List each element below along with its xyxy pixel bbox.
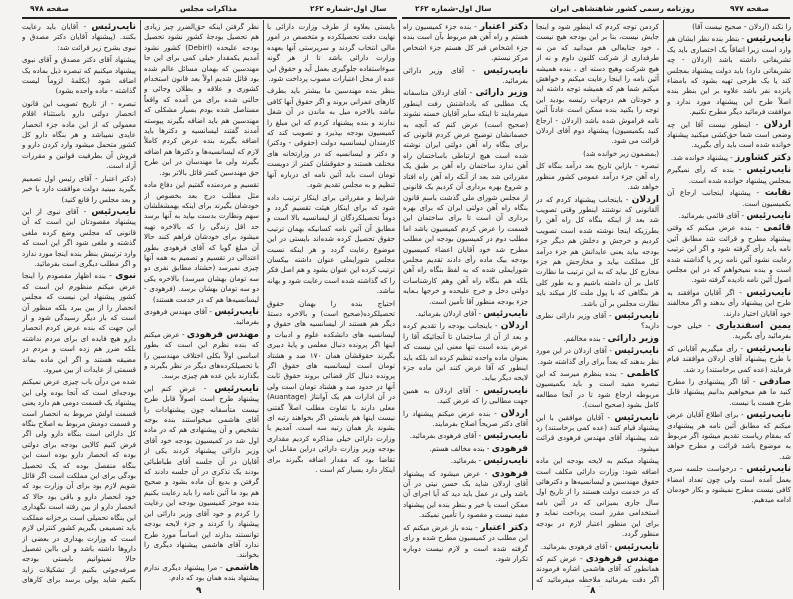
paragraph-text: باینجانب پیشنهاد کردم که در آلقانونی که نوشتند اینطور وقتی تصویب شد بعد از اینکه بنگاه کل راه آهن را بطرزیکه اینجا نوشته شده است تصویب کردیم و خرجش و دخلش هم دیگر جزء بودجه بیاید یعنی عایداتش هم جزء درآمد کل مملکت بیاید و مخارجش هم جزء مخارج کل بیاید که به این ترتیب ما نظارت کامل بر آن داشته باشیم و به طور کلی هر بنگاهی که با پول ملت کار میکند باید نظارت مجلس بر آن باشد.	[536, 194, 659, 308]
paragraph-text: بنظر بنده نظر ایشان هم وارد است زیرا اتفاقاً یک اختصاری باید یک تشریفاتی داشته باشد (اردلان - چه تشریفاتی دارد) باید دولت پیشنهاد بمجلس کند یا یک طرحی تهیه بشود که بامضاء پانزده نفر باشد علاوه بر این بنظر بنده اصلاً طرح این پیشنهاد مورد ندارد و موافقت فرمائید دیگر مطرح نکنیم.	[667, 34, 791, 117]
paragraph-text: پیشنهاد میکنم به لایحه بودجه این ماده اضافه شود: وزارت دارائی مکلف است حقوق مهندسین و لیسانسیه‌ها و دکترهائی که در خدمت دولت هستند را از تاریخ اول سال جاری بمیزانی که در آئین نامه استخدامی مقرر است پرداخت نماید و برای این منظور اعتبار لازم در بودجه منظور گردد.	[536, 456, 659, 539]
column-divider	[532, 20, 533, 590]
paragraph: نایب‌رئیس - آقای وزیر دارائی بفرمائید.	[403, 65, 528, 86]
speaker-name: اردلان	[500, 408, 528, 419]
paragraph: فرهودی - بنده مخالف هستم.	[429, 443, 528, 454]
speaker-name: مهندس فرهودی	[186, 329, 259, 340]
left-page-column-1	[267, 22, 395, 587]
left-issue-label: سال اول-شماره ۲۶۲	[310, 4, 387, 13]
paragraph: نایب‌رئیس - عرض کنم این پیشنهاد طرح است اصولاً قابل طرح نیست متأسفانه چون پیشنهادات را آقای هاشمی میخواستند بنده بوجه تشخیص و آن پیشنهادی هم که در ماده اول شد در کمیسیون بودجه خود آقای وزیر دارائی پیشنهاد کردند یکی از آقایان در آن جلسه آقای طباطبائی بودند یک تذکری در آن جلسه دادند که گرفتن و بدیع آن ماده بشود و صحیح هم بود ما آئین نامه را باید رعایت بکنیم بنده موجز کمیسیون بودجه این رعایت را کردم و خود آقای وزیر دارائی این پیشنهاد را کردند و جزء لایحه بودجه توانستند بدارند این اساساً مورد طرح ندارد آقای هاشمی پیشنهاد دیگری را بخوانند.	[144, 383, 259, 560]
paragraph-text: بنده که رأی نمیگیرم بمجلس پیشنهاد خوانده شده است.	[667, 165, 791, 185]
paragraph-text: آقای فرهودی بفرمائید.	[409, 431, 477, 441]
speaker-name: نایب‌رئیس	[746, 410, 791, 421]
paragraph-text: بنده مخالفم.	[563, 333, 601, 343]
paragraph-text: خیلی خوب بفرمائید رأی بگیرید.	[667, 320, 791, 341]
paragraph-text: آقای اردلان بفرمائید.	[415, 308, 477, 318]
speaker-name: نایب‌رئیس	[746, 287, 791, 298]
paragraph	[267, 22, 395, 84]
paragraph-text: کردمن توجه کردم که اینطور شود و اینجا جایش نیست، بنا بر این بودجه هیچ نیست ، خود جنابعالی هم میدانید که من نه طرفداری از شرکت کلنون داوم و نه از هیچ شرکت وهیچ دسته ای ، بنده همیشه آئین نامه را اینجا رعایت میکنم و خواهش میکنم شما هم که همیشه توجه داشته اید و خودتان هم درجهات رئیسه بودید این توجه را بکنید بنده ممکن است عادتاً آئین نامه فراموش شده باشد (اردلان - ارجاع کنید بکمیسیون) پیشنهاد دوم آقای اردلان قرائت می شود.	[536, 22, 659, 146]
paragraph-text: اگر آقایان موافقند به طرح این پیشنهاد رأی بدهند و اگر مخالفند خود آقایان اختیار دارند.	[667, 287, 791, 318]
speaker-name: نایب‌رئیس	[746, 34, 791, 45]
paragraph-text: آقای قائمی بفرمائید.	[678, 210, 740, 220]
paragraph	[22, 174, 136, 205]
paragraph: وزیر دارائی - آقای اردلان متاسفانه یک مطلبی که یادداشتش رفت اینطور میفرمایند تا اینکه سایر آقایان خسته نشوند (صحیح است) عرض کنم که آنچه به خصمانشان توضیح عرض کردم قانونی که برای بنگاه راه آهن دولتی ایران نوشته شده است هیچ ارتباطی باساختمان راه آهن ندارد ساختمان راه آهن بر طبق یک مقرراتی شد بعد از آنکه راه آهن راه افتاد و شروع بهره برداری آن کردیم یک قانونی از مجلس شورای ملی گذشت باسم قانون بنگاه راه آهن دولتی ایران که برای بهره برداری آن است تا برای ساختمان این قسمت را عرض کردم کمیسیون باشد اما مطلب دوم در کمیسیون بودجه این مطلب مطرح شد خود آقایان اعضاء کمیسیون بودجه بیک ماده رأی دادند تقدیم مجلس شورایملی شده که به لفظ بنگاه راه آهن بلکه هم بنگاه راه آهن وهم کارشناسات دولتی دخل و خرج علیحده و خرجها بـعایه جزء بودجه منظور آقا تأمین است.	[403, 88, 528, 306]
speaker-name: نایب‌رئیس	[746, 165, 791, 176]
paragraph: اردلان - اینطور نیست آقا این چه وضعی است شما حق‌کشی میکنید پیشنهاد خوانده شده است باید رأی بگیرید.	[667, 119, 791, 150]
paragraph: نایب‌رئیس - آقای اردلان در این مورد نظر بدهند که بعداً برای رأی گذاشته شود.	[536, 346, 659, 366]
paragraph-text: عرض میشود که پیشنهاد آقای اردلان شاید یک حسن نیتی در آن باشد ولی در عمل باید دید که آیا اجرای آن ممکن است یا خیر و بنظر بنده این پیشنهاد مفید نیست و مقصود را تأمین نمیکند.	[403, 468, 528, 520]
paragraph: اردلان - بنده عرض میکنم پیشنهاد را آقای دکتر صریحاً اصلاح بفرمایند.	[403, 408, 528, 429]
paragraph-text: رأی میگیریم آقایانی که با طرح پیشنهاد آقای اردلان موافقند قیام فرمایند (عده کمی برخاستند) رد شد.	[667, 343, 791, 374]
column-divider	[263, 20, 264, 590]
paragraph-text: عرض میکنم که بنده نظرم این است که بطور اساسی اولاً بکلی اختلاف مهندسین را با تحصیلکرده‌های دیگر در نظر بگیرند و بگذارند باین عده هم چیزی برسد.	[144, 329, 259, 381]
paragraph: اردلان - باینجانب پیشنهاد کردم که در آلقانونی که نوشتند اینطور وقتی تصویب شد بعد از اینکه بنگاه کل راه آهن را بطرزیکه اینجا نوشته شده است تصویب کردیم و خرجش و دخلش هم دیگر جزء بودجه بیاید یعنی عایداتش هم جزء درآمد کل مملکت بیاید و مخارجش هم جزء مخارج کل بیاید که به این ترتیب ما نظارت کامل بر آن داشته باشیم و به طور کلی هر بنگاهی که با پول ملت کار میکند باید نظارت مجلس بر آن باشد.	[536, 194, 659, 308]
paragraph-text: آقای فرهودی بفرمائید.	[540, 541, 608, 551]
paragraph-text: بنده بنظرم میرسد که این تبصره مفید است و باید بکمیسیون مربوطه ارجاع شود تا در آنجا مطالعه کامل بشود (صحیح است).	[536, 369, 659, 410]
right-header-rule	[402, 17, 790, 19]
speaker-name: نایب‌رئیس	[483, 431, 528, 442]
page-gutter	[399, 20, 400, 590]
paragraph-text: احتیاج بنده را بهمان حقوق تحصیلکرده(صحیح است) و بالاخره دستهٔ دیگر هم هستند از لیسانسیه های حقوق و لیسانسیه های دانشکده علوم و ادبیات و اینها اگر پرونده دنبال معلمی و پایهٔ دبیری بگیرند حقوقشان همان ۱۷۰ صد و هشتاد تومان است لیسانسیه های حقوق اگر پرونده دنبال کار قضائی بروند حقوق ثابت آنها در حدود صد و هشتاد تومان است ولی در آن ادارات هم یک آوانتاژ (Auantage) معلی دارند با تفاوت مطلب اصلاً گفتنی نیست اینها هم بایستی اگر بخواهند رتبه ای بشوند باز همان رتبه سه است. آمدیم با وزارت دارائی خیلی مذاکره کردیم مقداری بودجه وزیر وزارت دارائی دراین مقابل این تقاضا بود که مقدار اضافه بگیرند برای اینکار دارد بسیار کم است .	[267, 298, 395, 475]
paragraph-text: بنده باز عرض میکنم که این مطلب در کمیسیون مطرح شده و رای گرفته شده است و لازم نیست دوباره تکرار شود.	[403, 522, 528, 563]
left-page-column-3	[22, 22, 136, 587]
paragraph: نایب‌رئیس - برای اطلاع آقایان عرض میکنم که مطابق آئین نامه هر پیشنهادی که بمقام ریاست تقدیم میشود اگر مربوط به موضوع باشد قرائت و مطرح خواهد شد.	[667, 410, 791, 461]
paragraph	[536, 456, 659, 539]
speaker-name: وزیر دارائی	[607, 333, 659, 344]
paragraph: نقابت - پیشنهاد اینجانب ارجاع آن بکمیسیون است.	[667, 188, 791, 208]
speaker-name: نایب‌رئیس	[746, 343, 791, 354]
paragraph-text: آقا اگر پیشنهادی را مطرح کنید ما هم میخواهیم بدانیم پیشنهاد قابل طرح هست یا نیست.	[667, 377, 791, 407]
speaker-name: دکتر اعتبار	[479, 22, 528, 32]
paragraph: کاظمی - بنده بنظرم میرسد که این تبصره مفید است و باید بکمیسیون مربوطه ارجاع شود تا در آنجا مطالعه کامل بشود (صحیح است).	[536, 369, 659, 410]
right-page-column-1	[667, 22, 791, 587]
paragraph-text: بنده مخالف هستم.	[429, 443, 485, 453]
speaker-name: اردلان	[500, 321, 528, 332]
paragraph-text: تقسیم و مردمنده گفتیم این دفاع ماده مثل مطلب درج بعد بخصوص از خودشان بگیرند برای اینکه بهمشغلشان سهم ونظارت بدست بیاید به آنها برسد حد اقل زندگی را که بالاخره تهیه میشود برای خودشان فراهم کنند حالا آن مبلغ گویا که آقای فرهودی بطور اعتدالی در تقسیم و تصمیم به همه آنها چیزی نمیرسد (حشتاد مطابق نفری دو سه تومان بهشان میرسد) بالاخره یکی دو سه تومان بهشان برسد. (فرهودی - لیسانسیه‌ها هم که در خدمت هستند)	[144, 180, 259, 304]
paragraph: فرهودی - عرض میشود که پیشنهاد آقای اردلان شاید یک حسن نیتی در آن باشد ولی در عمل باید دید که آیا اجرای آن ممکن است یا خیر و بنظر بنده این پیشنهاد مفید نیست و مقصود را تأمین نمیکند.	[403, 468, 528, 520]
paragraph	[667, 22, 791, 32]
paragraph-text: پیشنهاد آقای دکتر مصدق و آقای نبوی پیشنهاد میکنیم که تبصره ذیل بماده یک اضافه شود (بکلمهٔ لزوماً لیست گذاشته - ماده واحده بشود)	[22, 55, 136, 96]
speaker-name: کاظمی	[626, 369, 659, 379]
left-page-number-header: صفحه ۹۷۸	[30, 4, 69, 13]
paragraph: صادقی - آقا اگر پیشنهادی را مطرح کنید ما هم میخواهیم بدانیم پیشنهاد قابل طرح هست یا نیست.	[667, 377, 791, 407]
speaker-name: فرهودی	[491, 468, 528, 479]
speaker-name: اردلان	[763, 119, 791, 130]
paragraph-text: پیشنهاد خوانده شد.	[670, 152, 728, 162]
paragraph: نبوی - بنده اظهار مقصودم را اینجا عرض میکنم منظورم این است که کشور پیشنهاد این نیست که مجلس انحصار را از بین ببرد بلکه منظور آن است که بار دیگر رسیدگی شود و از این جهت که بنده عرض کردم انحصار دارو هیچ فایده ای برای مردم نداشته بلکه ضرر هم زده است و مردم در مضیقه هستند و اگر این ماده بماند قسمتی از عایدات از بین میرود.	[22, 271, 136, 374]
right-page-number-header: صفحه ۹۷۷	[730, 4, 769, 13]
speaker-name: نایب‌رئیس	[614, 310, 659, 321]
paragraph: نایب‌رئیس - آقای نبوی از این پیشنهاد مقصودتان این است که آن قانونی که مجلس وضع کرده ملغی گذشته و ملغی شود اگر این است که وارد ترتیبش بنظر بنده اینجا مورد ندارد و اگر مطلب دیگری است بفرمائید.	[22, 206, 136, 268]
column-divider	[140, 20, 141, 590]
paragraph: قائمی - بنده عرض میکنم که وقتی پیشنهاد مطرح و قرائت شد مطابق آئین نامه باید رأی گرفته شود و اگر این ترتیب رعایت نشود آئین نامه زیر پا گذاشته شده است و بنده نمیخواهم که در این مجلس اصول آئین نامه نادیده گرفته شود.	[667, 223, 791, 285]
paragraph: نایب‌رئیس - آقای اردلان به همین جهت مطالبی را که عرض کنید.	[403, 385, 528, 406]
speaker-name: نایب‌رئیس	[483, 65, 528, 76]
paragraph	[536, 161, 659, 192]
right-page-column-3	[403, 22, 528, 587]
speaker-name: نایب‌رئیس	[214, 306, 259, 317]
right-paper-title: روزنامه رسمی کشور شاهنشاهی ایران	[550, 4, 695, 13]
speaker-name: نایب‌رئیس	[746, 464, 791, 475]
left-page-folio: ۹	[196, 586, 202, 596]
paragraph: نایب‌رئیس - بنده که رأی نمیگیرم بمجلس پیشنهاد خوانده شده است.	[667, 165, 791, 185]
paragraph: نایب‌رئیس - آقای فرهودی بفرمائید.	[409, 431, 528, 442]
paragraph-text: پیشنهاد اینجانب ارجاع آن بکمیسیون است.	[667, 188, 791, 208]
paragraph-text: آقایان موافقین با این پیشنهاد قیام کنند (عده کمی برخاستند) رد شد پیشنهاد آقای مهندس فرهودی قرائت میشود.	[536, 412, 659, 453]
paragraph-text: آقایان باید رعایت بکنند. (پیشنهاد آقایان دکتر مصدق و نبوی بشرح زیر قرائت شد:	[22, 22, 136, 52]
paragraph: دکتر اعتبار - بنده باز عرض میکنم که این مطلب در کمیسیون مطرح شده و رای گرفته شده است و لازم نیست دوباره تکرار شود.	[403, 522, 528, 563]
paragraph: نایب‌رئیس - اگر آقایان موافقند به طرح این پیشنهاد رأی بدهند و اگر مخالفند خود آقایان اختیار دارند.	[667, 287, 791, 318]
paragraph: نایب‌رئیس - آقای مهندس فرهودی بفرمائید.	[144, 306, 259, 327]
left-header-rule	[22, 17, 397, 19]
paragraph-text: آقای وزیر دارائی بفرمائید.	[403, 65, 528, 86]
paragraph	[22, 55, 136, 97]
paragraph: نایب‌رئیس - آقایان موافقین با این پیشنهاد قیام کنند (عده کمی برخاستند) رد شد پیشنهاد آقای مهندس فرهودی قرائت میشود.	[536, 412, 659, 453]
right-page-column-2	[536, 22, 659, 587]
paragraph-text: برای اطلاع آقایان عرض میکنم که مطابق آئین نامه هر پیشنهادی که بمقام ریاست تقدیم میشود اگر مربوط به موضوع باشد قرائت و مطرح خواهد شد.	[667, 410, 791, 461]
paragraph	[22, 99, 136, 172]
paragraph: نایب‌رئیس - بفرمائید.	[450, 456, 528, 467]
speaker-name: نبوی	[115, 271, 136, 282]
paragraph-text: بنده اظهار مقصودم را اینجا عرض میکنم منظورم این است که کشور پیشنهاد این نیست که مجلس انحصار را از بین ببرد بلکه منظور آن است که بار دیگر رسیدگی شود و از این جهت که بنده عرض کردم انحصار دارو هیچ فایده ای برای مردم نداشته بلکه ضرر هم زده است و مردم در مضیقه هستند و اگر این ماده بماند قسمتی از عایدات از بین میرود.	[22, 271, 136, 374]
paragraph	[267, 193, 395, 297]
speaker-name: نایب‌رئیس	[91, 206, 136, 217]
speaker-name: نایب‌رئیس	[483, 385, 528, 396]
paragraph: نایب‌رئیس - آقای وزیر دارائی نظری دارید؟	[536, 310, 659, 331]
paragraph-text: تبصره - بازاین تاریخ بعد درآمد بنگاه کل راه آهن جزء درآمد عمومی کشور منظور خواهد شد.	[536, 161, 659, 192]
speaker-name: نقابت	[764, 188, 791, 199]
speaker-name: نایب‌رئیس	[614, 541, 659, 552]
paragraph-text: آقای اردلان به همین جهت مطالبی را که عرض کنید.	[403, 385, 528, 406]
paragraph-text: درخواست جلسه سری بعمل آمده است ولی چون تعداد امضاء کافی نیست مطرح نمیشود و بکار خودمان ادامه میدهیم.	[667, 464, 791, 505]
paragraph: اردلان - باینجانب بودجه را تقدیم کرده و بعد از آن از ساختمان تا آنجائیکه آقا را عرض بنده است تنها معنی این نیست که بعنوان ماده واحده تنظیم کرده اند بلکه باید اینطور که آقا عرض کنند این ماده جزء لایحه دیگر بیاید.	[403, 321, 528, 383]
speaker-name: نایب‌رئیس	[91, 22, 136, 32]
paragraph-text: تبصره - از تاریخ تصویب این قانون انحصار دولتی دارو باستثناء اقلام معمولی که از این ماده جزء انحصار عایدی نمیباشد و هر بنگاه دارو کل کشور متحمل میشود وارد کردن دارو و فروش آن بطرفیت قوانین و مقررات آزاد است.	[22, 98, 136, 171]
paragraph	[536, 149, 659, 159]
paragraph	[267, 86, 395, 190]
paragraph-text: آقای وزیر دارائی نظری دارید؟	[536, 310, 659, 331]
paragraph-text: آقای نبوی از این پیشنهاد مقصودتان این است که آن قانونی که مجلس وضع کرده ملغی گذشته و ملغی شود اگر این است که وارد ترتیبش بنظر بنده اینجا مورد ندارد و اگر مطلب دیگری است بفرمائید.	[22, 206, 136, 268]
paragraph-text: بنظر بنده مهندسین ما بیشتر باید بطرف کارهای عمرانی بروند و اگر حقوق آنها کافی نباشد بالاخره میل به ماندن در آن شغل ندارند و بنده پیشنهاد کردم که این مبلغ را کمیسیون بودجه بپذیرد و تصویب کند که کارمندان لیسانسیه دولت (حقوقی - ودکتر) و دکتر و لیسانسیه که در وزارتخانه های مختلف هستند و حقوقشان کمتر از دویست تومان است باید آئین نامه ای درباره آنها تنظیم و به مجلس تقدیم شود.	[267, 86, 395, 190]
paragraph-text: شده من درآن باب چیزی عرض نمیکنم بودجه‌ای است که آنجا بوده ولی این پیشنهاد یک قسمت دومی هم دارد یعنی قسمت اولش مربوط به انحصار است و قسمت دومش مربوط به اصلاح بنگاه کل دارائی است بنگاه دارو ولی اگر فرض کنیم کالایی بودجه برای دولتی بوده که انحصار دارو بوده است این بنگاه منفصل بوده که یک تحصیل بودگی برای این مملکت است اگر قائل شویم لازم بود برای آن وزارت بود که خود انحصار دارو و باقی بود حالا که انحصار دارو از بین رفته است نگهداری این بنگاه تحمیلی است برخزانه مملکت باید تصمیمی بگیریم کشور کنترلی لازم است که وزارت بهداری در بعضی از داروها داشته باشد و لی بااین تفصیل حالا نمیتوانیم بایستی بودجه صرفه‌جوئی بکنیم از تشکیلات زاید بکنیم شاید پولی برسد برای کارهای	[22, 377, 136, 585]
paragraph-text: (بمضمون زیر خوانده شد)	[583, 148, 659, 158]
paragraph: نایب‌رئیس - آقای اردلان بفرمائید.	[415, 308, 528, 319]
paragraph: مهندس فرهودی - عرض کنم که همانطور که آقای هاشمی اشاره فرمودند اگر دقت بفرمائید ملاحظه میفرمائید که	[536, 554, 659, 587]
paragraph: نایب‌رئیس - رأی میگیریم آقایانی که با طرح پیشنهاد آقای اردلان موافقند قیام فرمایند (عده کمی برخاستند) رد شد.	[667, 343, 791, 374]
speaker-name: فرهودی	[491, 443, 528, 454]
paragraph: نایب‌رئیس - آقایان باید رعایت بکنند. (پیشنهاد آقایان دکتر مصدق و نبوی بشرح زیر قرائت شد:	[22, 22, 136, 52]
paragraph-text: نظر گرفتن اینکه حق‌الضرر چیز زیادی هم تحصیل بودجهٔ کشور نشود تحصیل بودجه علیحده (Debirl) کشور نشود آمدیم یکمقدار خیلی کمی برای این جا مهندسین که بهمان مسائل عالم شده بود قائل شدیم اولاً بعد قانون استخدام کشوری و علاقه و بطلان وجائی و حالتی شده برای من آمده که واقعاً مستاصل شده بودم بسیار مشکلی که مهندسین هم باید اضافه بگیرند پیوسته آمدند گفتند لیسانسیه و دکترها باید اضافه بگیرند بنده عرض کردم کاملاً لازم که لیسانسیه‌ها و دکترها هم اضافه بگیرند ولی ما مهندسان در این طرح حق مهندسین کمتر قائل بالاتر بود.	[144, 22, 259, 177]
speaker-name: اردلان	[631, 194, 659, 205]
speaker-name: قائمی	[763, 223, 791, 234]
paragraph: هاشمی - مرا پیشنهاد دیگری ندارم پیشنهاد بنده همان بود که دادم.	[144, 562, 259, 583]
speaker-name: وزیر دارائی	[475, 88, 528, 99]
paragraph-text: عرض کنم این پیشنهاد طرح است اصولاً قابل طرح نیست متأسفانه چون پیشنهادات را آقای هاشمی میخواستند بنده بوجه تشخیص و آن پیشنهادی هم که در ماده اول شد در کمیسیون بودجه خود آقای وزیر دارائی پیشنهاد کردند یکی از آقایان در آن جلسه آقای طباطبائی بودند یک تذکری در آن جلسه دادند که گرفتن و بدیع آن ماده بشود و صحیح هم بود ما آئین نامه را باید رعایت بکنیم بنده موجز کمیسیون بودجه این رعایت را کردم و خود آقای وزیر دارائی این پیشنهاد را کردند و جزء لایحه بودجه توانستند بدارند این اساساً مورد طرح ندارد آقای هاشمی پیشنهاد دیگری را بخوانند.	[144, 383, 259, 560]
paragraph: یمین اسفندیاری - خیلی خوب بفرمائید رأی بگیرید.	[667, 320, 791, 341]
paragraph: نایب‌رئیس - آقای قائمی بفرمائید.	[678, 210, 791, 221]
paragraph-text: را نکند (اردلان - صحیح نیست آقا)	[692, 22, 791, 31]
paragraph-text: باینجانب بودجه را تقدیم کرده و بعد از آن از ساختمان تا آنجائیکه آقا را عرض بنده است تنها معنی این نیست که بعنوان ماده واحده تنظیم کرده اند بلکه باید اینطور که آقا عرض کنند این ماده جزء لایحه دیگر بیاید.	[403, 321, 528, 383]
paragraph-text: بنده عرض میکنم پیشنهاد را آقای دکتر صریحاً اصلاح بفرمایند.	[403, 408, 528, 429]
paragraph	[267, 299, 395, 476]
paragraph-text: عرض کنم که همانطور که آقای هاشمی اشاره فرمودند اگر دقت بفرمائید ملاحظه میفرمائید که	[536, 553, 659, 584]
column-divider	[663, 20, 664, 590]
right-page-folio: ۸	[590, 586, 596, 596]
speaker-name: نایب‌رئیس	[214, 383, 259, 394]
speaker-name: مهندس فرهودی	[585, 553, 659, 564]
speaker-name: هاشمی	[225, 562, 259, 573]
paragraph: وزیر دارائی - بنده مخالفم.	[563, 333, 659, 344]
paragraph-text: آقای مهندس فرهودی بفرمائید.	[144, 306, 259, 327]
right-issue-label: سال اول-شماره ۲۶۲	[415, 4, 492, 13]
speaker-name: نایب‌رئیس	[614, 346, 659, 357]
paragraph-text: مرا پیشنهاد دیگری ندارم پیشنهاد بنده همان بود که دادم.	[144, 562, 259, 583]
paragraph: نایب‌رئیس - درخواست جلسه سری بعمل آمده است ولی چون تعداد امضاء کافی نیست مطرح نمیشود و بکار خودمان ادامه میدهیم.	[667, 464, 791, 505]
paragraph	[536, 22, 659, 147]
paragraph-text: بنده عرض میکنم که وقتی پیشنهاد مطرح و قرائت شد مطابق آئین نامه باید رأی گرفته شود و اگر این ترتیب رعایت نشود آئین نامه زیر پا گذاشته شده است و بنده نمیخواهم که در این مجلس اصول آئین نامه نادیده گرفته شود.	[667, 223, 791, 285]
paragraph-text: آقای اردلان در این مورد نظر بدهند که بعداً برای رأی گذاشته شود.	[536, 346, 659, 366]
paragraph-text: شرایط و مقرراتی برای اینکار ترتیب داده شود که برای اینکار هیئت تقسیم گردد و دوماً تحصیلکردگان از لیسانسیه بالا است و مطابق آن آئین نامه کسانیکه بهمان ترتیب حقوق تحصیل کرده شده‌اند بایستی در این موضوع رعایت گردد و هر اینکه نسبت مجلس شورایملی عنوان داشته بیکسان ترتیب کرده این عنوان بشود و هم اصل فکر را که گذاشته شده است رعایت شود و بهانه نباشد.	[267, 192, 395, 296]
speaker-name: دکتر کشاورز	[735, 152, 791, 163]
speaker-name: نایب‌رئیس	[483, 308, 528, 319]
paragraph-text: آقای اردلان متاسفانه یک مطلبی که یادداشتش رفت اینطور میفرمایند تا اینکه سایر آقایان خسته نشوند (صحیح است) عرض کنم که آنچه به خصمانشان توضیح عرض کردم قانونی که برای بنگاه راه آهن دولتی ایران نوشته شده است هیچ ارتباطی باساختمان راه آهن ندارد ساختمان راه آهن بر طبق یک مقرراتی شد بعد از آنکه راه آهن راه افتاد و شروع بهره برداری آن کردیم یک قانونی از مجلس شورای ملی گذشت باسم قانون بنگاه راه آهن دولتی ایران که برای بهره برداری آن است تا برای ساختمان این قسمت را عرض کردم کمیسیون باشد اما مطلب دوم در کمیسیون بودجه این مطلب مطرح شد خود آقایان اعضاء کمیسیون بودجه بیک ماده رأی دادند تقدیم مجلس شورایملی شده که به لفظ بنگاه راه آهن بلکه هم بنگاه راه آهن وهم کارشناسات دولتی دخل و خرج علیحده و خرجها بـعایه جزء بودجه منظور آقا تأمین است.	[403, 88, 528, 306]
speaker-name: نایب‌رئیس	[483, 456, 528, 467]
speaker-name: نایب‌رئیس	[614, 412, 659, 423]
speaker-name: نایب‌رئیس	[746, 210, 791, 221]
paragraph	[144, 180, 259, 305]
paragraph-text: بایستی بعلاوه از طرف وزارت دارائی با نهایت دقت تحصیلکرده و متخصص در امور مالی انتخاب گردند و سرپرستی آنها بعهده وزارت دارائی باشد تا از هر گونه سوءاستفاده جلوگیری بعمل آید و حقوق این عده از محل اعتبارات مصوب پرداخت شود.	[267, 22, 395, 84]
speaker-name: دکتر اعتبار	[480, 522, 528, 533]
paragraph	[22, 377, 136, 587]
paragraph-text: بفرمائید.	[450, 456, 477, 466]
speaker-name: صادقی	[759, 377, 791, 387]
paragraph: مهندس فرهودی - عرض میکنم که بنده نظرم این است که بطور اساسی اولاً بکلی اختلاف مهندسین را با تحصیلکرده‌های دیگر در نظر بگیرند و بگذارند باین عده هم چیزی برسد.	[144, 329, 259, 381]
paragraph: نایب‌رئیس - آقای فرهودی بفرمائید.	[540, 541, 659, 552]
paragraph: دکتر کشاورز - پیشنهاد خوانده شد.	[670, 152, 791, 163]
speaker-name: یمین اسفندیاری	[715, 320, 791, 331]
left-page-column-2	[144, 22, 259, 587]
paragraph: نایب‌رئیس - بنظر بنده نظر ایشان هم وارد است زیرا اتفاقاً یک اختصاری باید یک تشریفاتی داشته باشد (اردلان - چه تشریفاتی دارد) باید دولت پیشنهاد بمجلس کند یا یک طرحی تهیه بشود که بامضاء پانزده نفر باشد علاوه بر این بنظر بنده اصلاً طرح این پیشنهاد مورد ندارد و موافقت فرمائید دیگر مطرح نکنیم.	[667, 34, 791, 117]
paragraph	[144, 22, 259, 178]
left-section-title: مذاکرات مجلس	[180, 4, 238, 13]
paragraph-text: بنده جزء کمیسیون راه هستم و راه آهن هم مربوط بآن است بنده جزء اشخاص قیر کل هستم جزء اشخاص مرکز نیستم.	[403, 22, 528, 63]
paragraph-text: اینطور نیست آقا این چه وضعی است شما حق‌کشی میکنید پیشنهاد خوانده شده است باید رأی بگیرید.	[667, 119, 791, 150]
paragraph: دکتر اعتبار - بنده جزء کمیسیون راه هستم و راه آهن هم مربوط بآن است بنده جزء اشخاص قیر کل هستم جزء اشخاص مرکز نیستم.	[403, 22, 528, 63]
paragraph-text: (دکتر اعتبار - آقای رئیس اول تصمیم بگیرید ببینید دولت موافقت دارد یا خیر و بعد مجلس را قانع کنید)	[22, 173, 136, 204]
